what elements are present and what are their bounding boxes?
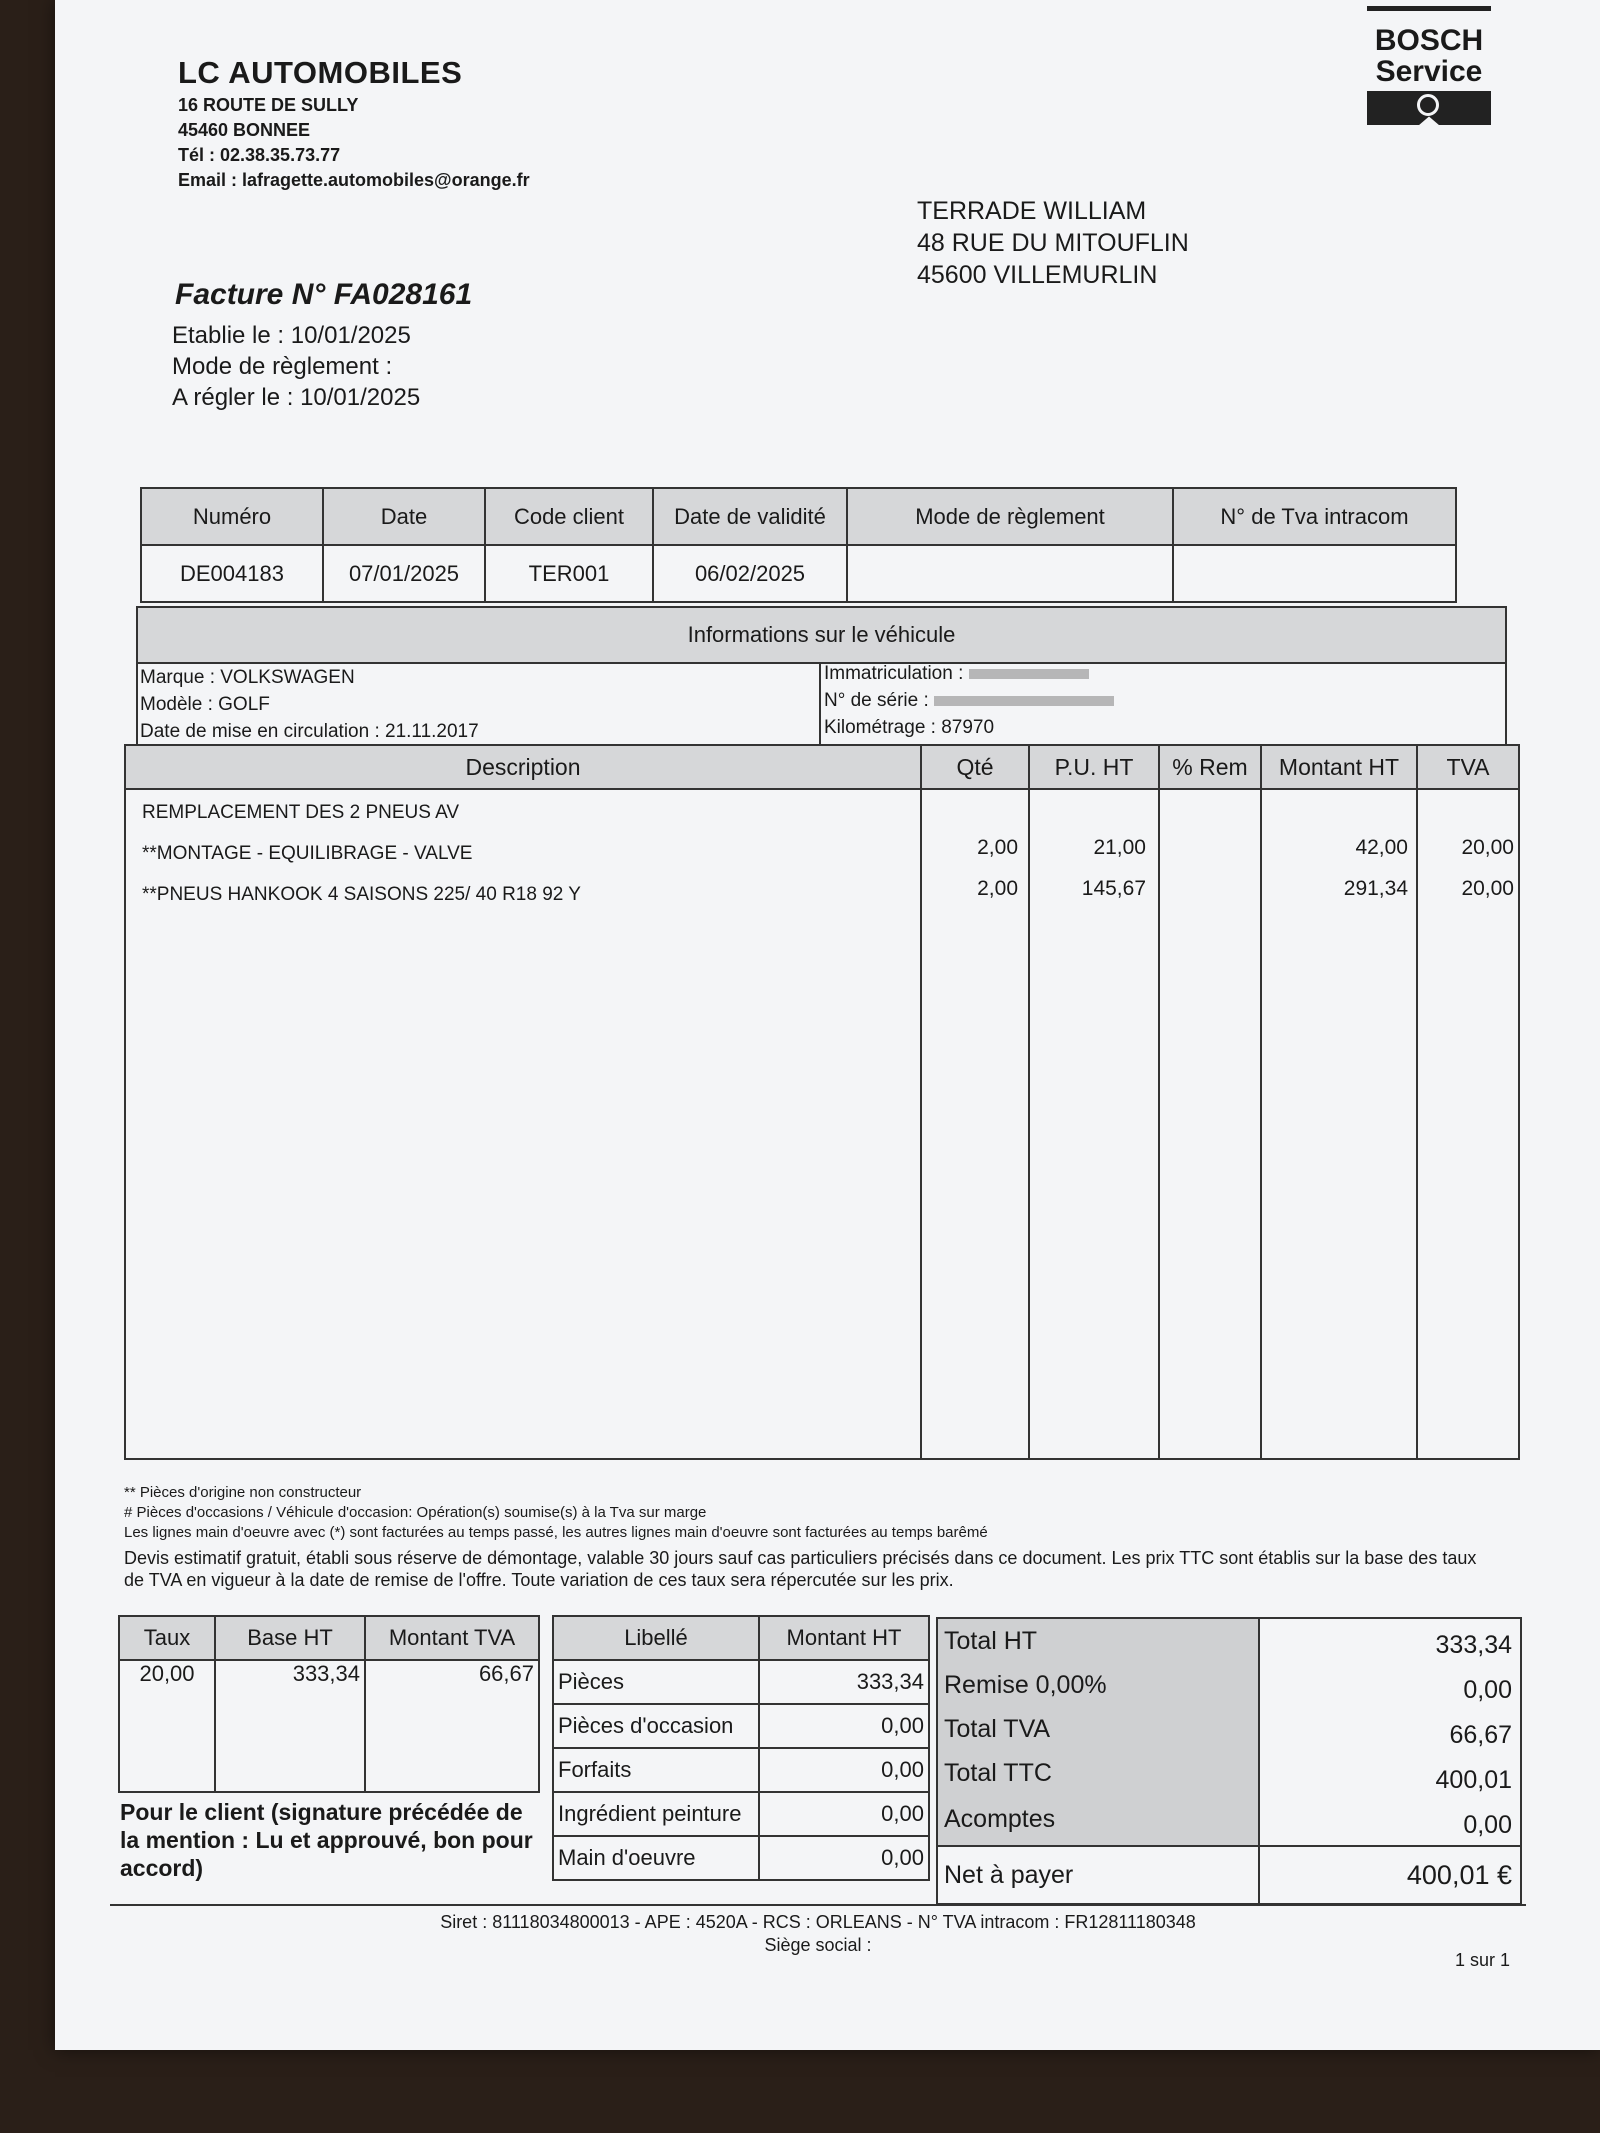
notes-block: [124, 1483, 1484, 1591]
value-numero: DE004183: [141, 545, 323, 602]
libelle-value-2: 0,00: [759, 1748, 929, 1792]
document-info-table: [140, 487, 1457, 603]
note-occasion: # Pièces d'occasions / Véhicule d'occasion: Opération(s) soumise(s) à la Tva sur marge: [124, 1504, 707, 1521]
totals-box: [936, 1617, 1522, 1905]
tva-table: [118, 1615, 540, 1793]
item-tva-2: 20,00: [1461, 877, 1514, 900]
acomptes-label: Acomptes: [944, 1805, 1056, 1833]
header-tva-intracom: N° de Tva intracom: [1173, 488, 1456, 545]
item-montant-2: 291,34: [1343, 877, 1408, 900]
value-code-client: TER001: [485, 545, 653, 602]
total-tva-label: Total TVA: [944, 1715, 1051, 1743]
value-date: 07/01/2025: [323, 545, 485, 602]
total-ttc-label: Total TTC: [944, 1759, 1052, 1787]
value-tva-intracom: [1173, 545, 1456, 602]
invoice-meta: [172, 320, 420, 413]
item-pu-2: 145,67: [1081, 877, 1146, 900]
item-desc-1: **MONTAGE - EQUILIBRAGE - VALVE: [142, 843, 473, 864]
invoice-due-date: A régler le : 10/01/2025: [172, 384, 421, 411]
vehicle-info-title: Informations sur le véhicule: [138, 608, 1505, 664]
client-address: [917, 195, 1189, 291]
libelle-table: [552, 1615, 930, 1881]
redacted-serial: [934, 696, 1114, 706]
company-phone: Tél : 02.38.35.73.77: [178, 145, 341, 165]
vehicle-modele: Modèle : GOLF: [140, 694, 270, 715]
client-address1: 48 RUE DU MITOUFLIN: [917, 229, 1189, 257]
net-a-payer-value: 400,01 €: [1406, 1860, 1512, 1890]
company-block: [178, 55, 530, 191]
col-pu-ht: P.U. HT: [1054, 754, 1134, 780]
page-number: 1 sur 1: [1455, 1950, 1511, 1970]
col-rem: % Rem: [1172, 754, 1248, 780]
legal-footer: [110, 1911, 1526, 1957]
net-a-payer-label: Net à payer: [944, 1861, 1074, 1889]
col-description: Description: [465, 754, 581, 780]
client-address2: 45600 VILLEMURLIN: [917, 261, 1158, 289]
libelle-value-1: 0,00: [759, 1704, 929, 1748]
libelle-value-4: 0,00: [759, 1836, 929, 1880]
item-pu-1: 21,00: [1093, 836, 1146, 859]
item-desc-0: REMPLACEMENT DES 2 PNEUS AV: [142, 802, 460, 823]
brand-line1: BOSCH: [1374, 24, 1484, 57]
col-tva: TVA: [1446, 754, 1490, 780]
remise-value: 0,00: [1463, 1676, 1512, 1704]
vehicle-kilometrage: Kilométrage : 87970: [824, 717, 995, 738]
value-mode-reglement: [847, 545, 1173, 602]
libelle-0: Pièces: [553, 1660, 759, 1704]
libelle-2: Forfaits: [553, 1748, 759, 1792]
note-devis: Devis estimatif gratuit, établi sous réserve de démontage, valable 30 jours sauf cas particuliers précisés dans ce document. Les prix TTC sont établis sur la base des taux de TVA en vigueur à la date de remise de l'offre. Toute variation de ces taux sera répercutée sur les prix.: [124, 1548, 1477, 1590]
libelle-montant-header: Montant HT: [759, 1616, 929, 1660]
tva-taux: 20,00: [119, 1660, 215, 1792]
tva-header-montant: Montant TVA: [365, 1616, 539, 1660]
tva-header-base: Base HT: [215, 1616, 365, 1660]
item-qte-2: 2,00: [977, 877, 1018, 900]
brand-line2: Service: [1375, 55, 1483, 88]
total-ht-value: 333,34: [1435, 1631, 1512, 1659]
company-address2: 45460 BONNEE: [178, 120, 311, 140]
company-address1: 16 ROUTE DE SULLY: [178, 95, 359, 115]
vehicle-marque: Marque : VOLKSWAGEN: [140, 667, 355, 688]
item-qte-1: 2,00: [977, 836, 1018, 859]
libelle-header: Libellé: [553, 1616, 759, 1660]
libelle-4: Main d'oeuvre: [553, 1836, 759, 1880]
tva-montant: 66,67: [365, 1660, 539, 1792]
bosch-service-logo: [1367, 6, 1491, 129]
header-numero: Numéro: [141, 488, 323, 545]
col-montant-ht: Montant HT: [1278, 754, 1400, 780]
vehicle-right-col: [824, 660, 1114, 741]
bosch-emblem-icon: [1367, 91, 1491, 125]
invoice-paper: [55, 0, 1600, 2050]
company-email: Email : lafragette.automobiles@orange.fr: [178, 170, 530, 190]
vehicle-immatriculation: Immatriculation :: [824, 663, 969, 684]
footer-legal: Siret : 81118034800013 - APE : 4520A - RCS : ORLEANS - N° TVA intracom : FR12811180348: [440, 1912, 1196, 1932]
value-date-validite: 06/02/2025: [653, 545, 847, 602]
header-date: Date: [323, 488, 485, 545]
vehicle-serie: N° de série :: [824, 690, 935, 711]
tva-header-taux: Taux: [119, 1616, 215, 1660]
total-tva-value: 66,67: [1449, 1721, 1512, 1749]
company-name: LC AUTOMOBILES: [178, 55, 463, 90]
acomptes-value: 0,00: [1463, 1811, 1512, 1839]
libelle-value-0: 333,34: [759, 1660, 929, 1704]
header-date-validite: Date de validité: [653, 488, 847, 545]
item-tva-1: 20,00: [1461, 836, 1514, 859]
vehicle-info: [136, 606, 1507, 746]
libelle-value-3: 0,00: [759, 1792, 929, 1836]
redacted-plate: [969, 669, 1089, 679]
header-code-client: Code client: [485, 488, 653, 545]
item-desc-2: **PNEUS HANKOOK 4 SAISONS 225/ 40 R18 92 Y: [142, 884, 581, 905]
header-mode-reglement: Mode de règlement: [847, 488, 1173, 545]
col-qte: Qté: [956, 754, 994, 780]
libelle-3: Ingrédient peinture: [553, 1792, 759, 1836]
invoice-payment-mode: Mode de règlement :: [172, 353, 393, 380]
note-main-oeuvre: Les lignes main d'oeuvre avec (*) sont facturées au temps passé, les autres lignes main d'oeuvre sont facturées au temps barêmé: [124, 1524, 988, 1541]
note-origine: ** Pièces d'origine non constructeur: [124, 1484, 362, 1501]
vehicle-mise-circulation: Date de mise en circulation : 21.11.2017: [140, 721, 479, 742]
libelle-1: Pièces d'occasion: [553, 1704, 759, 1748]
remise-label: Remise 0,00%: [944, 1671, 1107, 1699]
items-table: [124, 744, 1520, 1460]
client-name: TERRADE WILLIAM: [917, 197, 1147, 225]
vehicle-left-col: [140, 664, 479, 745]
footer-siege: Siège social :: [764, 1935, 872, 1955]
total-ht-label: Total HT: [944, 1627, 1038, 1655]
invoice-title: Facture N° FA028161: [175, 278, 473, 311]
client-signature-note: Pour le client (signature précédée de la mention : Lu et approuvé, bon pour accord): [120, 1799, 533, 1881]
total-ttc-value: 400,01: [1435, 1766, 1512, 1794]
item-montant-1: 42,00: [1355, 836, 1408, 859]
invoice-date: Etablie le : 10/01/2025: [172, 322, 411, 349]
tva-base: 333,34: [215, 1660, 365, 1792]
